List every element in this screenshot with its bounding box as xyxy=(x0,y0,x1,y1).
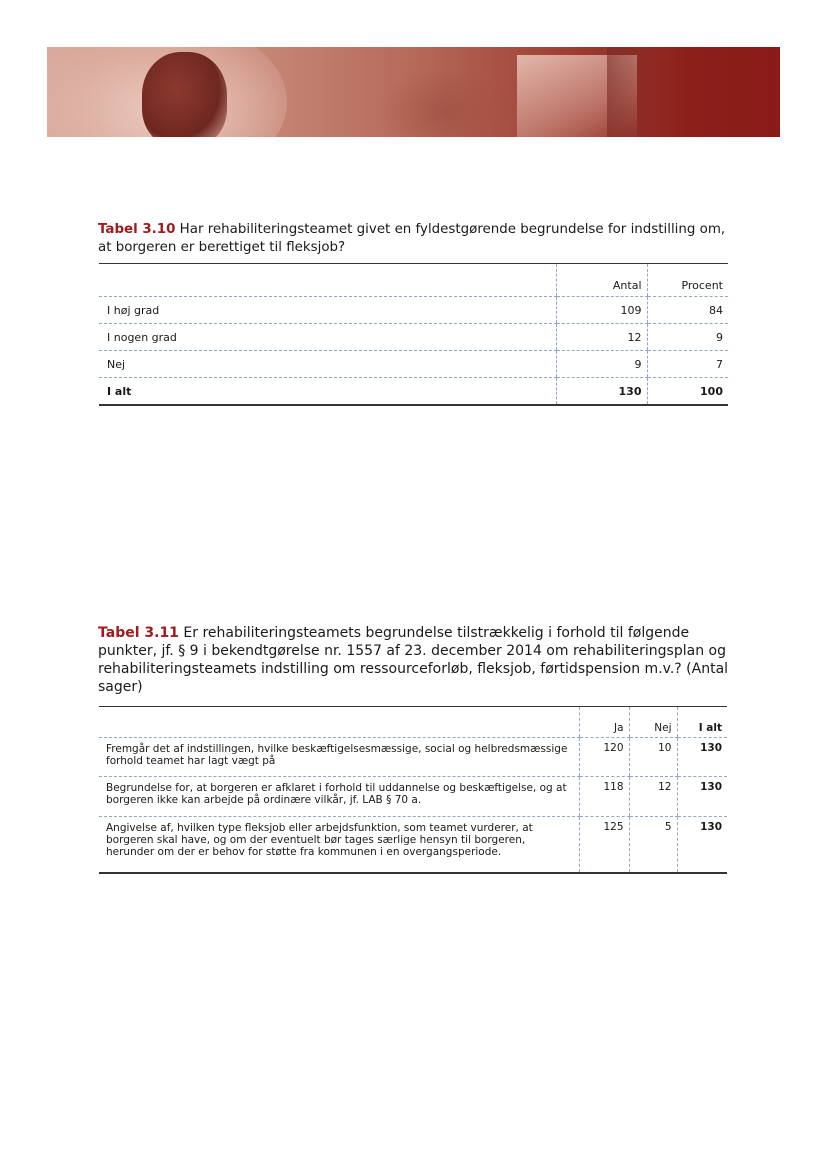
table-row xyxy=(99,351,728,378)
header-label-cell xyxy=(99,707,579,738)
i-alt-cell: 130 xyxy=(677,777,727,817)
nej-cell: 10 xyxy=(629,738,677,777)
total-antal: 130 xyxy=(556,378,647,406)
row-label: I nogen grad xyxy=(99,324,556,351)
procent-cell: 84 xyxy=(647,297,728,324)
procent-cell: 7 xyxy=(647,351,728,378)
row-label: Fremgår det af indstillingen, hvilke beskæftigelsesmæssige, social og helbredsmæssige forhold teamet har lagt vægt på xyxy=(99,738,579,777)
antal-cell: 109 xyxy=(556,297,647,324)
table-row xyxy=(99,324,728,351)
table-title: Er rehabiliteringsteamets begrundelse tilstrækkelig i forhold til følgende punkter, jf. § 9 i bekendtgørelse nr. 1557 af 23. december 2014 om rehabiliteringsplan og rehabiliteringsteamets indstilling om ressourceforløb, fleksjob, førtidspension m.v.? (Antal sager) xyxy=(98,625,729,695)
ja-cell: 125 xyxy=(579,817,629,873)
table-number: Tabel 3.11 xyxy=(98,625,179,641)
row-label: Nej xyxy=(99,351,556,378)
row-label: Begrundelse for, at borgeren er afklaret i forhold til uddannelse og beskæftigelse, og at borgeren ikke kan arbejde på ordinære vilkår, jf. LAB § 70 a. xyxy=(99,777,579,817)
col-header-procent: Procent xyxy=(647,264,728,297)
table-number: Tabel 3.10 xyxy=(98,222,176,237)
total-label: I alt xyxy=(107,384,132,398)
total-procent: 100 xyxy=(647,378,728,406)
table-row xyxy=(99,738,727,777)
table-total-row xyxy=(99,378,728,406)
table-3-10 xyxy=(99,263,728,406)
header-label-cell xyxy=(99,264,556,297)
table-title: Har rehabiliteringsteamet givet en fyldestgørende begrundelse for indstilling om, at borgeren er berettiget til fleksjob? xyxy=(98,222,726,255)
table-row xyxy=(99,297,728,324)
header-banner-photo xyxy=(47,47,780,137)
i-alt-cell: 130 xyxy=(677,817,727,873)
ja-cell: 118 xyxy=(579,777,629,817)
antal-cell: 9 xyxy=(556,351,647,378)
col-header-antal: Antal xyxy=(556,264,647,297)
table-row xyxy=(99,817,727,873)
procent-cell: 9 xyxy=(647,324,728,351)
table-header-row xyxy=(99,264,728,297)
nej-cell: 5 xyxy=(629,817,677,873)
i-alt-cell: 130 xyxy=(677,738,727,777)
table-row xyxy=(99,777,727,817)
ja-cell: 120 xyxy=(579,738,629,777)
table-header-row xyxy=(99,707,727,738)
table-3-11 xyxy=(99,706,727,874)
row-label: Angivelse af, hvilken type fleksjob eller arbejdsfunktion, som teamet vurderer, at borgeren skal have, og om der eventuelt bør tages særlige hensyn til borgeren, herunder om der er behov for støtte fra kommunen i en overgangsperiode. xyxy=(106,822,533,858)
antal-cell: 12 xyxy=(556,324,647,351)
row-label: I høj grad xyxy=(99,297,556,324)
table-3-10-caption xyxy=(98,221,738,257)
col-header-nej: Nej xyxy=(629,707,677,738)
table-3-11-caption xyxy=(98,624,738,696)
col-header-i-alt: I alt xyxy=(677,707,727,738)
nej-cell: 12 xyxy=(629,777,677,817)
col-header-ja: Ja xyxy=(579,707,629,738)
